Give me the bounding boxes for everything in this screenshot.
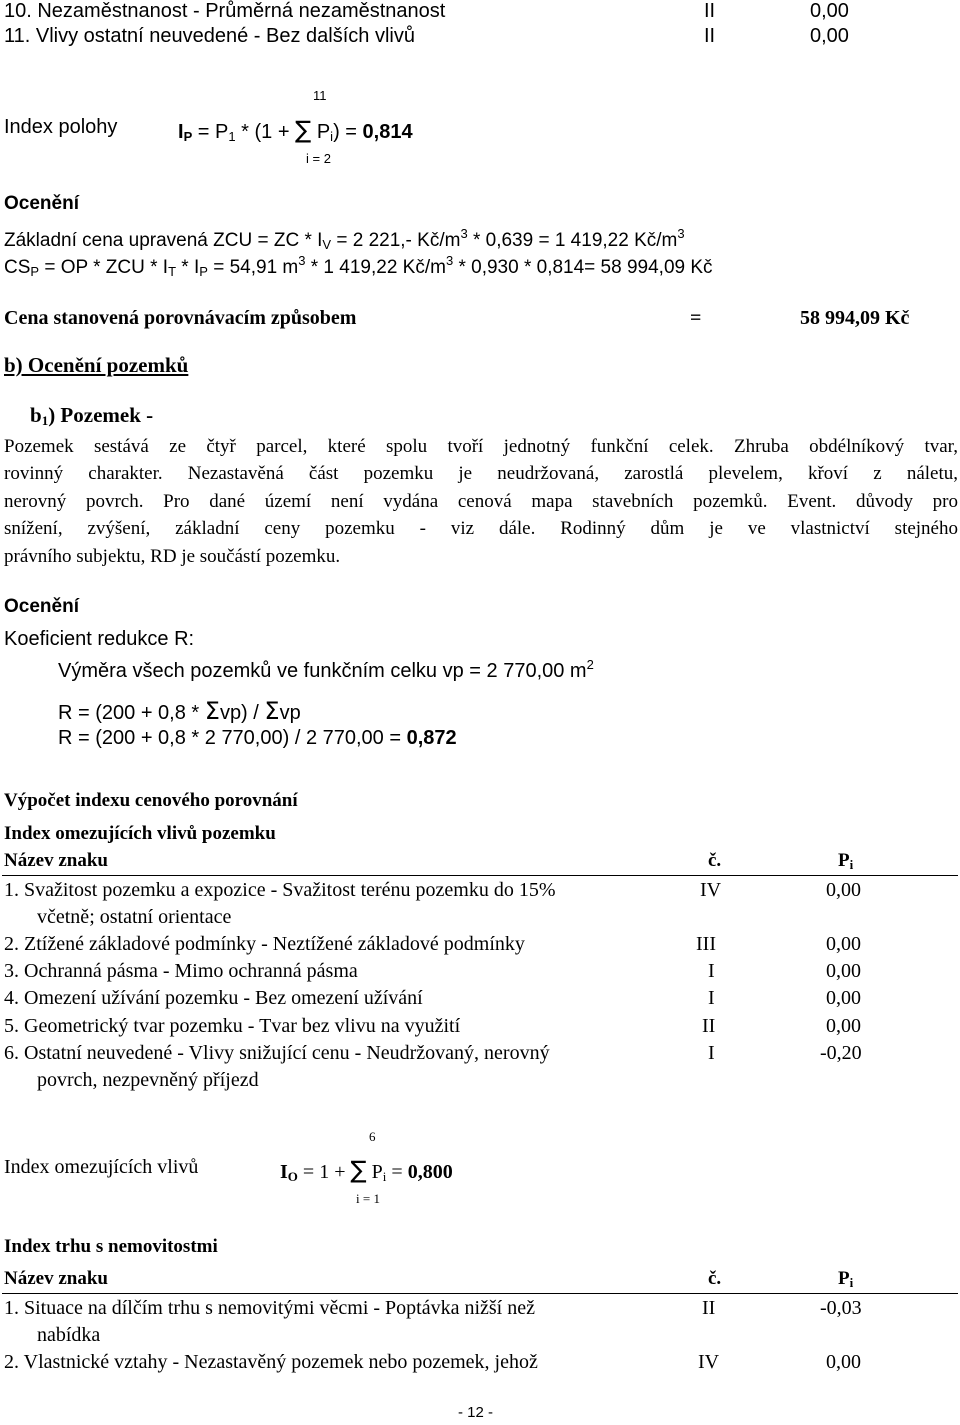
cena-value: 58 994,09 Kč <box>800 307 910 329</box>
table-row-p: 0,00 <box>826 960 861 982</box>
pozemek-description <box>4 433 958 570</box>
table-row: 2. Vlastnické vztahy - Nezastavěný pozemek nebo pozemek, jehož <box>4 1351 538 1373</box>
cena-label: Cena stanovená porovnávacím způsobem <box>4 307 357 329</box>
cena-equals: = <box>690 307 702 329</box>
description-line: nerovný povrch. Pro dané území není vydána cenová mapa stavebních pozemků. Event. důvody pro <box>4 490 958 512</box>
table-row-p: -0,03 <box>820 1297 862 1319</box>
description-line: právního subjektu, RD je součástí pozemku. <box>4 545 341 567</box>
sum-upper-limit: 11 <box>313 88 327 103</box>
table-row-cont: nabídka <box>37 1324 101 1346</box>
table-row: 1. Svažitost pozemku a expozice - Svažitost terénu pozemku do 15% <box>4 879 556 901</box>
table2-title: Index trhu s nemovitostmi <box>4 1236 218 1257</box>
table1-header-c: č. <box>708 850 722 871</box>
table-row-c: II <box>702 1297 716 1319</box>
section-b-heading: b) Ocenění pozemků <box>4 353 189 377</box>
table-row-p: 0,00 <box>826 933 861 955</box>
table-row-p: 0,00 <box>826 1015 861 1037</box>
oceneni-heading: Ocenění <box>4 193 79 214</box>
csp-line: $CS_P$ = OP * ZCU * $I_T * I_P = 54,91$ $m^3 * 1$ 419,22 $Kč/m^3 * 0,930 * 0,814= 58$ 994,09 Kč <box>4 253 713 279</box>
table-row-c: II <box>702 1015 716 1037</box>
table-row: 1. Situace na dílčím trhu s nemovitými věcmi - Poptávka nižší než <box>4 1297 535 1319</box>
index-polohy-formula: $I_P = P_1 * (1$ + ∑ $P_i) = 0,814$ <box>178 116 413 144</box>
table-row: 6. Ostatní neuvedené - Vlivy snižující cenu - Neudržovaný, nerovný <box>4 1042 550 1064</box>
b1-heading: $b_1$) Pozemek - <box>30 403 154 428</box>
table-row-cont: včetně; ostatní orientace <box>37 906 232 928</box>
page-number: - 12 - <box>458 1404 494 1421</box>
table1-title: Index omezujících vlivů pozemku <box>4 823 276 844</box>
table-row-c: IV <box>700 879 722 901</box>
table-row-p: 0,00 <box>826 1351 861 1373</box>
table-row-c: I <box>708 987 715 1009</box>
table-row-cont: povrch, nezpevněný příjezd <box>37 1069 259 1091</box>
row-11-name: 11. Vlivy ostatní neuvedené - Bez dalších vlivů <box>4 25 415 47</box>
table2-header-rule <box>2 1293 958 1294</box>
row-11-value: 0,00 <box>810 25 849 47</box>
vypocet-heading: Výpočet indexu cenového porovnání <box>4 790 298 811</box>
table-row-c: I <box>708 960 715 982</box>
koeficient-label: Koeficient redukce R: <box>4 628 195 650</box>
table-row-c: III <box>696 933 716 955</box>
table1-header-name: Název znaku <box>4 850 108 871</box>
table-row: 4. Omezení užívání pozemku - Bez omezení užívání <box>4 987 423 1009</box>
row-10-code: II <box>704 0 716 22</box>
sum2-upper-limit: 6 <box>369 1129 376 1144</box>
table-row: 2. Ztížené základové podmínky - Neztížené základové podmínky <box>4 933 525 955</box>
description-line: Pozemek sestává ze čtyř parcel, které spolu tvoří jednotný funkční celek. Zhruba obdélníkový tvar, <box>4 436 958 457</box>
row-10-name: 10. Nezaměstnanost - Průměrná nezaměstnanost <box>4 0 446 22</box>
index-omez-label: Index omezujících vlivů <box>4 1156 199 1178</box>
sum2-lower-limit: i = 1 <box>356 1191 380 1206</box>
table2-header-p: $P_i$ <box>838 1268 854 1290</box>
sum-lower-limit: i = 2 <box>306 151 331 166</box>
table-row-c: I <box>708 1042 715 1064</box>
r-formula: R = (200 + 0,8 * Σvp) / Σvp <box>58 697 301 725</box>
description-line: snížení, zvýšení, základní ceny pozemku - viz dále. Rodinný dům je ve vlastnictví stejného <box>4 518 958 540</box>
table-row: 3. Ochranná pásma - Mimo ochranná pásma <box>4 960 358 982</box>
table-row-p: 0,00 <box>826 987 861 1009</box>
table1-header-p: $P_i$ <box>838 850 854 872</box>
table1-header-rule <box>2 875 958 876</box>
table-row-c: IV <box>698 1351 720 1373</box>
r-result-line: R = (200 + 0,8 * 2 770,00) / 2 770,00 = 0,872 <box>58 727 457 749</box>
index-polohy-label: Index polohy <box>4 116 118 138</box>
row-11-code: II <box>704 25 716 47</box>
table-row-p: 0,00 <box>826 879 861 901</box>
row-10-value: 0,00 <box>810 0 849 22</box>
oceneni2-heading: Ocenění <box>4 596 79 617</box>
table2-header-c: č. <box>708 1268 722 1289</box>
table2-header-name: Název znaku <box>4 1268 108 1289</box>
vymera-line: Výměra všech pozemků ve funkčním celku vp = 2 770,00 $m^2$ <box>58 657 594 682</box>
table-row-p: -0,20 <box>820 1042 862 1064</box>
index-omez-formula: $I_O = 1$ + ∑ $P_i = 0,800$ <box>280 1156 453 1184</box>
description-line: rovinný charakter. Nezastavěná část pozemku je neudržovaná, zarostlá plevelem, křoví z náletu, <box>4 463 958 485</box>
zcu-line: Základní cena upravená ZCU = ZC * $I_V = 2$ 221,- $Kč/m^3 * 0,639 = 1$ 419,22 $Kč/m^3$ <box>4 226 685 252</box>
table-row: 5. Geometrický tvar pozemku - Tvar bez vlivu na využití <box>4 1015 461 1037</box>
